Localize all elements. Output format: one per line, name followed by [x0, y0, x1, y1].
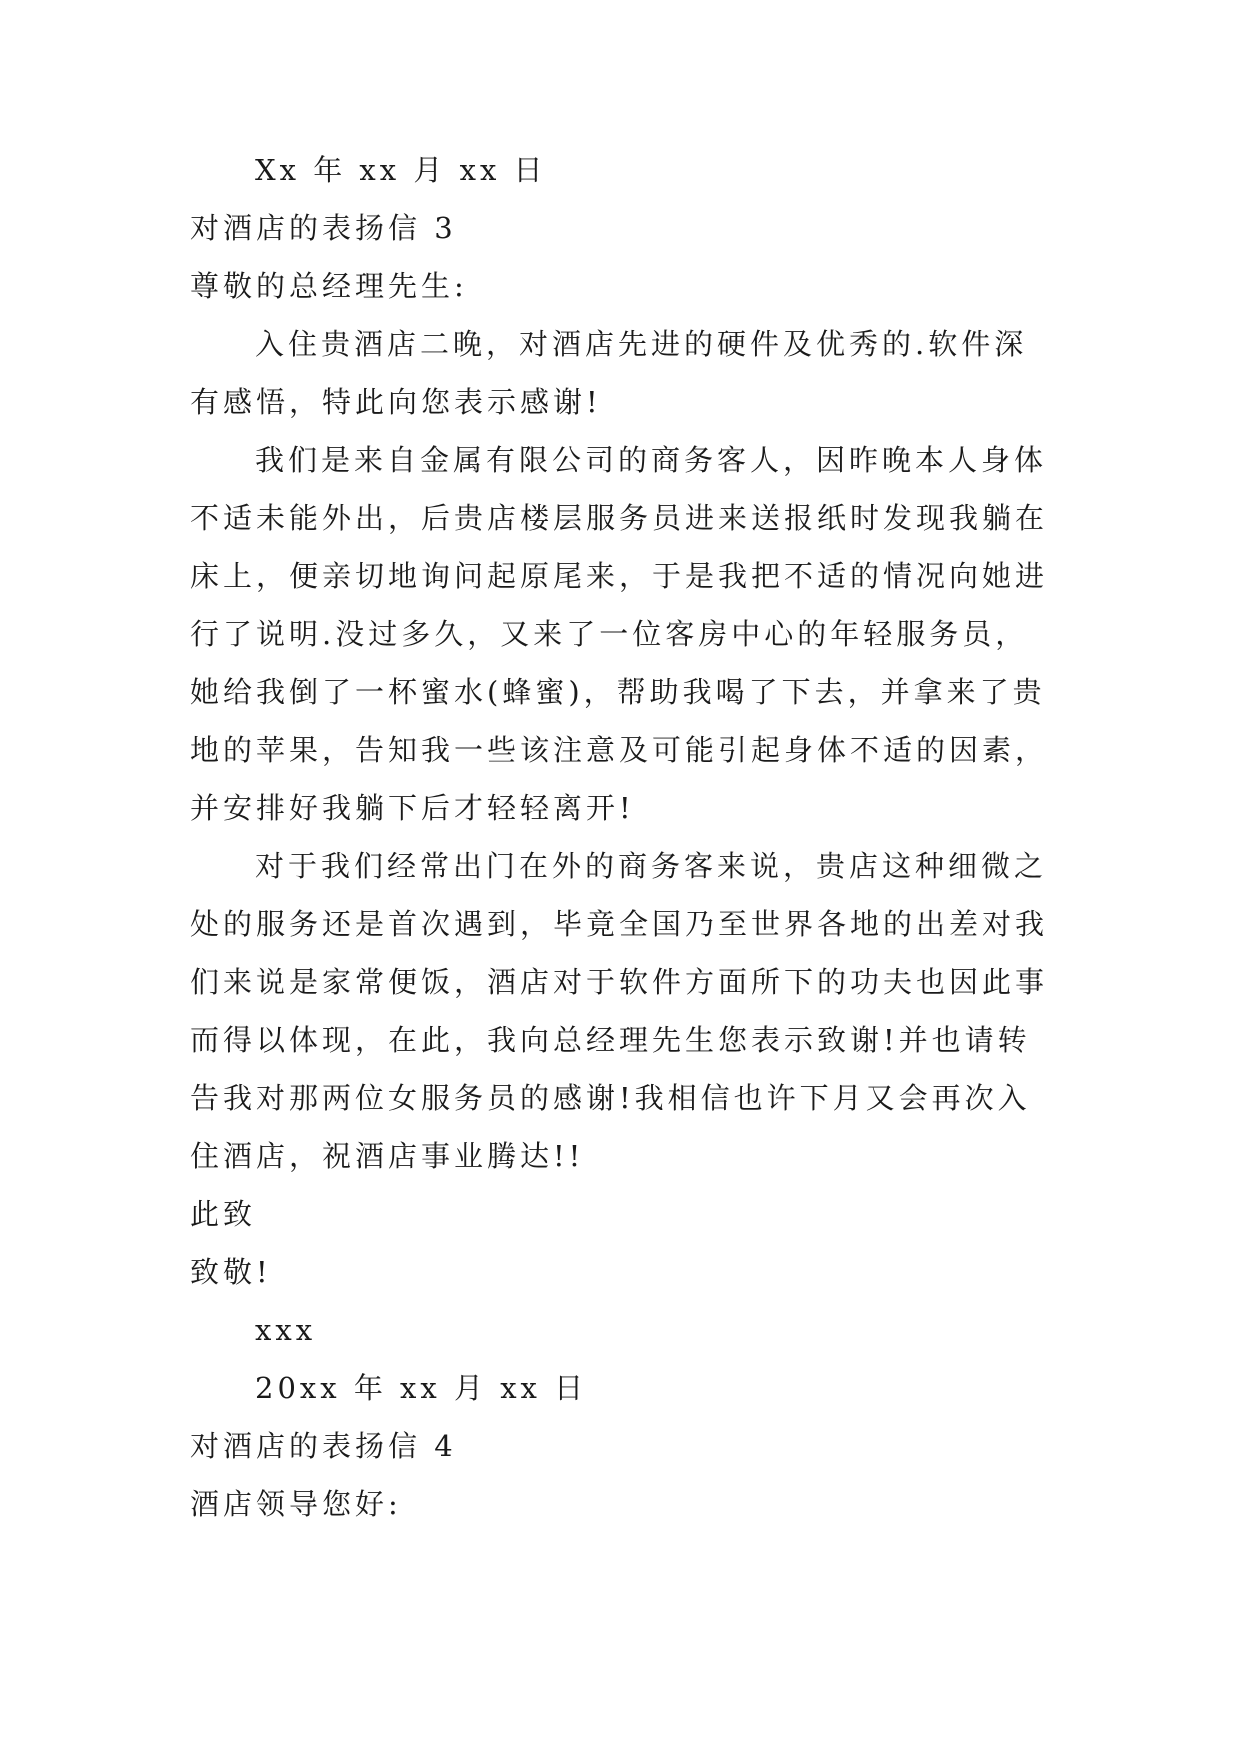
body-line: 我们是来自金属有限公司的商务客人，因昨晚本人身体: [255, 443, 1048, 477]
body-line: 床上，便亲切地询问起原尾来，于是我把不适的情况向她进: [190, 559, 1049, 593]
body-line: 们来说是家常便饭，酒店对于软件方面所下的功夫也因此事: [190, 965, 1049, 999]
body-line: 地的苹果，告知我一些该注意及可能引起身体不适的因素，: [190, 733, 1049, 767]
body-line: 而得以体现，在此，我向总经理先生您表示致谢!并也请转: [190, 1023, 1031, 1057]
body-line: 住酒店，祝酒店事业腾达!!: [190, 1139, 585, 1173]
date-line: Xx 年 xx 月 xx 日: [255, 153, 547, 187]
body-line: 入住贵酒店二晚，对酒店先进的硬件及优秀的.软件深: [255, 327, 1028, 361]
body-line: 有感悟，特此向您表示感谢!: [190, 385, 602, 419]
salutation: 酒店领导您好:: [190, 1487, 402, 1521]
body-line: 不适未能外出，后贵店楼层服务员进来送报纸时发现我躺在: [190, 501, 1049, 535]
body-line: 对于我们经常出门在外的商务客来说，贵店这种细微之: [255, 849, 1048, 883]
body-line: 并安排好我躺下后才轻轻离开!: [190, 791, 635, 825]
signature: xxx: [255, 1313, 317, 1347]
body-line: 处的服务还是首次遇到，毕竟全国乃至世界各地的出差对我: [190, 907, 1049, 941]
body-line: 她给我倒了一杯蜜水(蜂蜜)，帮助我喝了下去，并拿来了贵: [190, 675, 1046, 709]
closing-line: 此致: [190, 1197, 257, 1231]
letter-title: 对酒店的表扬信 3: [190, 211, 457, 245]
letter-title: 对酒店的表扬信 4: [190, 1429, 457, 1463]
body-line: 告我对那两位女服务员的感谢!我相信也许下月又会再次入: [190, 1081, 1031, 1115]
signature-date: 20xx 年 xx 月 xx 日: [255, 1371, 588, 1405]
body-line: 行了说明.没过多久，又来了一位客房中心的年轻服务员，: [190, 617, 1029, 651]
salutation: 尊敬的总经理先生:: [190, 269, 468, 303]
closing-line: 致敬!: [190, 1255, 272, 1289]
